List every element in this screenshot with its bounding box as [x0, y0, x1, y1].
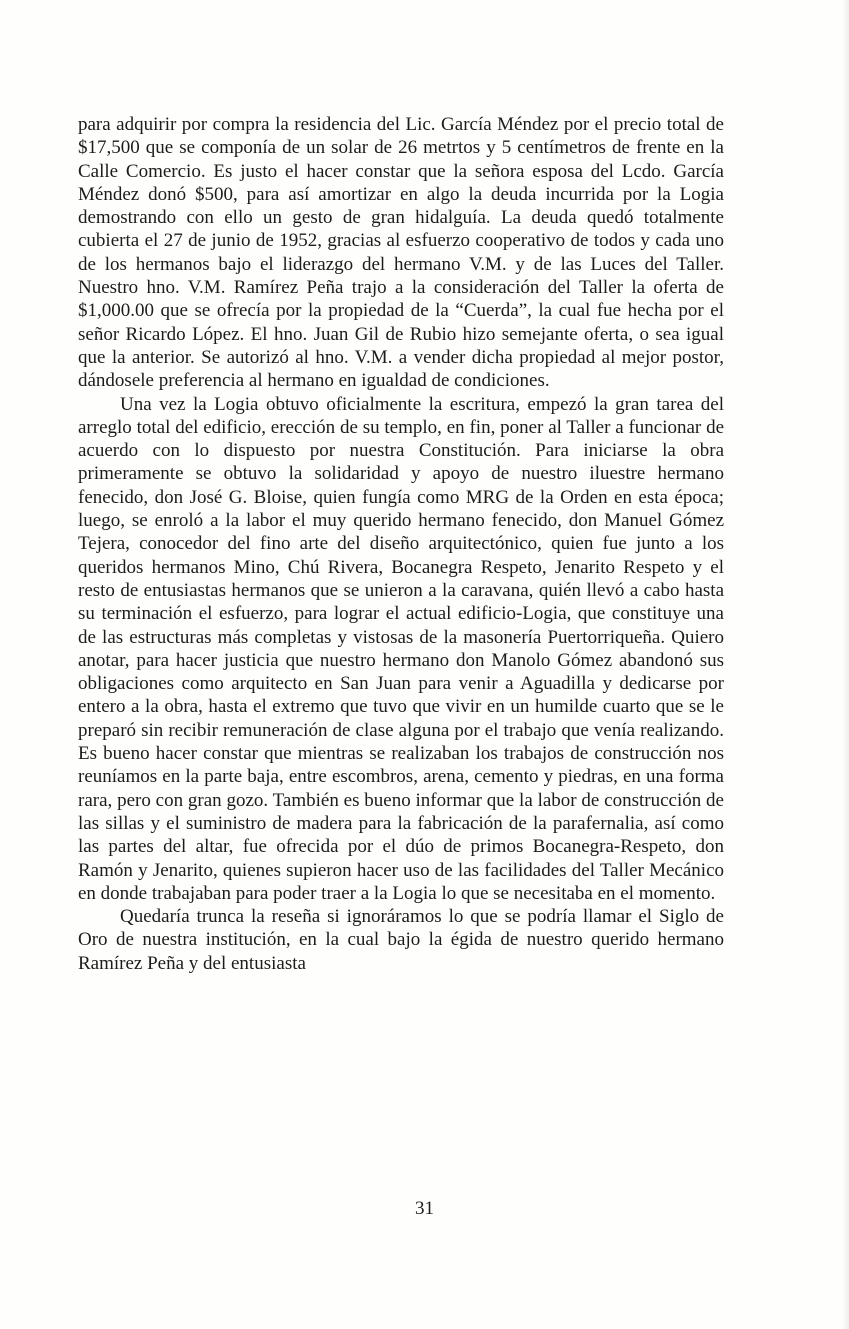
body-text	[78, 113, 724, 975]
page-edge-shadow	[841, 0, 849, 1329]
page-number: 31	[415, 1198, 434, 1219]
paragraph-1: para adquirir por compra la residencia del Lic. García Méndez por el precio total de $17,500 que se componía de un solar de 26 metrtos y 5 centímetros de frente en la Calle Comercio. Es justo el hacer constar que la señora esposa del Lcdo. García Méndez donó $500, para así amortizar en algo la deuda incurrida por la Logia demostrando con ello un gesto de gran hidalguía. La deuda quedó totalmente cubierta el 27 de junio de 1952, gracias al esfuerzo cooperativo de todos y cada uno de los hermanos bajo el liderazgo del hermano V.M. y de las Luces del Taller. Nuestro hno. V.M. Ramírez Peña trajo a la consideración del Taller la oferta de $1,000.00 que se ofrecía por la propiedad de la “Cuerda”, la cual fue hecha por el señor Ricardo López. El hno. Juan Gil de Rubio hizo semejante oferta, o sea igual que la anterior. Se autorizó al hno. V.M. a vender dicha propiedad al mejor postor, dándosele preferencia al hermano en igualdad de condiciones.	[78, 114, 724, 392]
paragraph-2: Una vez la Logia obtuvo oficialmente la escritura, empezó la gran tarea del arreglo total del edificio, erección de su templo, en fin, poner al Taller a funcionar de acuerdo con lo dispuesto por nuestra Constitución. Para iniciarse la obra primeramente se obtuvo la solidaridad y apoyo de nuestro iluestre hermano fenecido, don José G. Bloise, quien fungía como MRG de la Orden en esta época; luego, se enroló a la labor el muy querido hermano fenecido, don Manuel Gómez Tejera, conocedor del fino arte del diseño arquitectónico, quien fue junto a los queridos hermanos Mino, Chú Rivera, Bocanegra Respeto, Jenarito Respeto y el resto de entusiastas hermanos que se unieron a la caravana, quién llevó a cabo hasta su terminación el esfuerzo, para lograr el actual edificio-Logia, que constituye una de las estructuras más completas y vistosas de la masonería Puertorriqueña. Quiero anotar, para hacer justicia que nuestro hermano don Manolo Gómez abandonó sus obligaciones como arquitecto en San Juan para venir a Aguadilla y dedicarse por entero a la obra, hasta el extremo que tuvo que vivir en un humilde cuarto que se le preparó sin recibir remuneración de clase alguna por el trabajo que venía realizando. Es bueno hacer constar que mientras se realizaban los trabajos de construcción nos reuníamos en la parte baja, entre escombros, arena, cemento y piedras, en una forma rara, pero con gran gozo. También es bueno informar que la labor de construcción de las sillas y el suministro de madera para la fabricación de la parafernalia, así como las partes del altar, fue ofrecida por el dúo de primos Bocanegra-Respeto, don Ramón y Jenarito, quienes supieron hacer uso de las facilidades del Taller Mecánico en donde trabajaban para poder traer a la Logia lo que se necesitaba en el momento.	[78, 393, 724, 904]
paragraph-3: Quedaría trunca la reseña si ignoráramos lo que se podría llamar el Siglo de Oro de nuestra institución, en la cual bajo la égida de nuestro querido hermano Ramírez Peña y del entusiasta	[78, 906, 724, 974]
